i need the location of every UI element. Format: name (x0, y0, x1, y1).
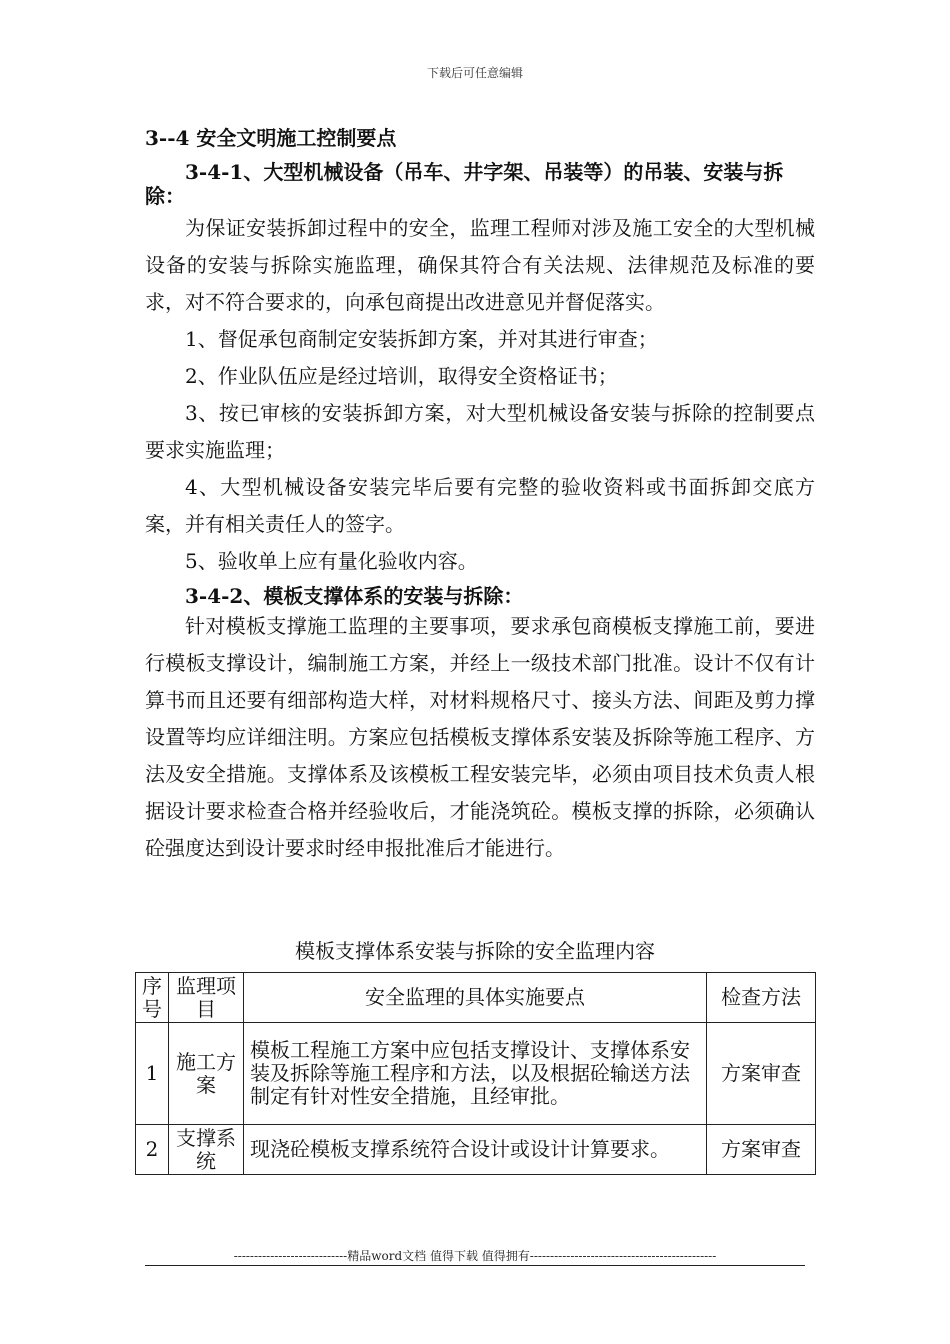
page-header: 下载后可任意编辑 (426, 66, 523, 80)
heading-3-4-1: 3-4-1、大型机械设备（吊车、井字架、吊装等）的吊装、安装与拆除： (145, 160, 784, 208)
intro-paragraph: 为保证安装拆卸过程中的安全，监理工程师对涉及施工安全的大型机械设备的安装与拆除实施监理，确保其符合有关法规、法律规范及标准的要求，对不符合要求的，向承包商提出改进意见并督促落实。 (145, 216, 815, 314)
table-caption: 模板支撑体系安装与拆除的安全监理内容 (295, 939, 655, 963)
row-detail: 模板工程施工方案中应包括支撑设计、支撑体系安装及拆除等施工程序和方法，以及根据砼输送方法制定有针对性安全措施，且经审批。 (244, 1023, 707, 1125)
header-cell: 安全监理的具体实施要点 (244, 973, 707, 1023)
row-number: 2 (136, 1125, 169, 1175)
table-row (136, 1023, 816, 1125)
list-item: 1、督促承包商制定安装拆卸方案，并对其进行审查； (185, 327, 658, 351)
list-item: 5、验收单上应有量化验收内容。 (185, 549, 478, 573)
row-item: 施工方案 (169, 1023, 244, 1125)
row-number: 1 (136, 1023, 169, 1125)
list-item: 2、作业队伍应是经过培训，取得安全资格证书； (185, 364, 618, 388)
heading-3-4-2: 3-4-2、模板支撑体系的安装与拆除： (185, 584, 524, 608)
list-item: 3、按已审核的安装拆卸方案，对大型机械设备安装与拆除的控制要点要求实施监理； (145, 401, 815, 462)
footer-rule (145, 1265, 805, 1266)
section-3-4-1 (145, 160, 815, 867)
row-method: 方案审查 (707, 1023, 816, 1125)
body-paragraph: 针对模板支撑施工监理的主要事项，要求承包商模板支撑施工前，要进行模板支撑设计，编制施工方案，并经上一级技术部门批准。设计不仅有计算书而且还要有细部构造大样，对材料规格尺寸、接头方法、间距及剪力撑设置等均应详细注明。方案应包括模板支撑体系安装及拆除等施工程序、方法及安全措施。支撑体系及该模板工程安装完毕，必须由项目技术负责人根据设计要求检查合格并经验收后，才能浇筑砼。模板支撑的拆除，必须确认砼强度达到设计要求时经申报批准后才能进行。 (145, 614, 815, 860)
header-cell: 监理项目 (169, 973, 244, 1023)
section-title: 3--4 安全文明施工控制要点 (145, 126, 397, 150)
table-header-row (136, 973, 816, 1023)
header-cell: 检查方法 (707, 973, 816, 1023)
page-footer: ----------------------------精品word文档 值得下载 值得拥有---------------------------------------------- (233, 1249, 717, 1263)
header-cell: 序号 (136, 973, 169, 1023)
list-item: 4、大型机械设备安装完毕后要有完整的验收资料或书面拆卸交底方案，并有相关责任人的签字。 (145, 475, 815, 536)
row-item: 支撑系统 (169, 1125, 244, 1175)
row-method: 方案审查 (707, 1125, 816, 1175)
row-detail: 现浇砼模板支撑系统符合设计或设计计算要求。 (244, 1125, 707, 1175)
table-row (136, 1125, 816, 1175)
safety-supervision-table (135, 972, 816, 1175)
